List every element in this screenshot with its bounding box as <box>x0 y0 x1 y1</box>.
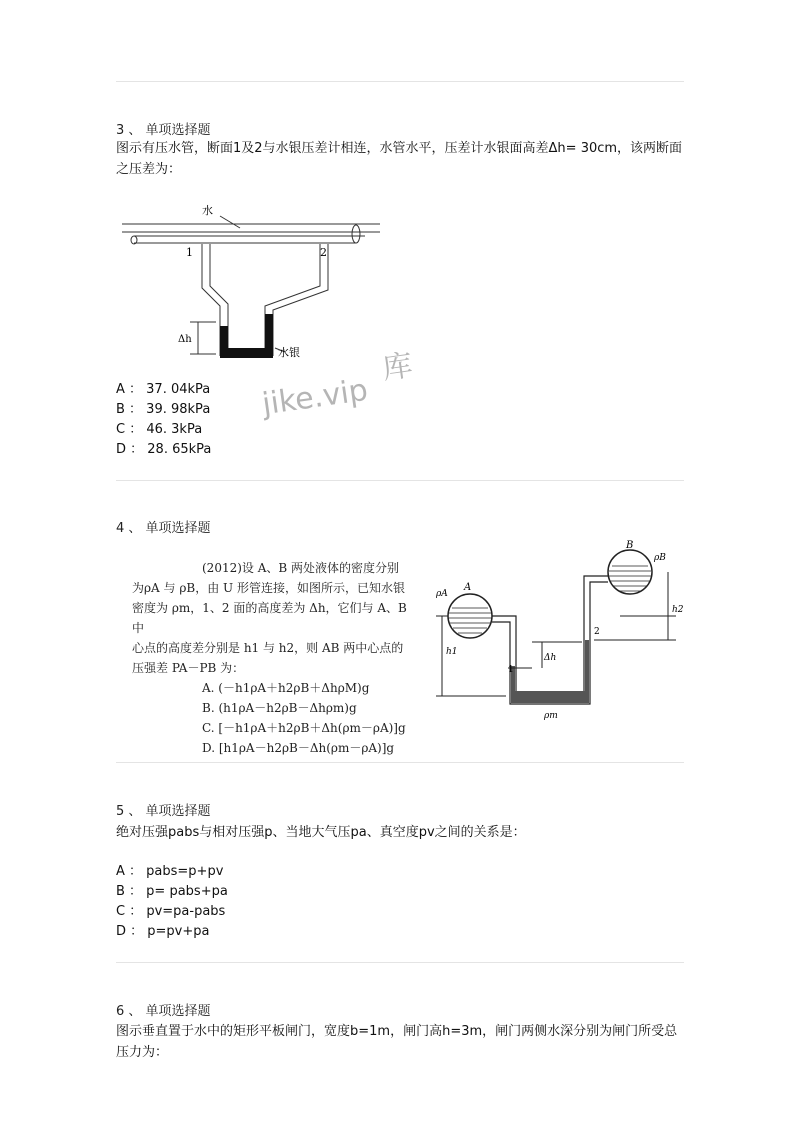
label-h1: h1 <box>446 647 458 657</box>
scan-option-b[interactable]: B. (h1ρA－h2ρB－Δhρm)g <box>202 701 357 715</box>
scan-line: 为ρA 与 ρB，由 U 形管连接，如图所示，已知水银 <box>132 581 405 595</box>
scan-line: (2012)设 A、B 两处液体的密度分别 <box>202 561 400 575</box>
question-5-options <box>116 862 228 942</box>
watermark-char: 库 <box>380 348 415 387</box>
question-6-text: 图示垂直置于水中的矩形平板闸门，宽度b=1m，闸门高h=3m，闸门两侧水深分别为闸门所受总压力为： <box>116 1024 678 1060</box>
divider <box>116 480 684 481</box>
label-A: A <box>464 582 472 593</box>
option-b[interactable]: B ： p= pabs+pa <box>116 884 228 899</box>
divider <box>116 81 684 82</box>
scan-option-d[interactable]: D. [h1ρA－h2ρB－Δh(ρm－ρA)]g <box>202 741 395 755</box>
option-b[interactable]: B ： 39. 98kPa <box>116 402 211 417</box>
option-d[interactable]: D ： 28. 65kPa <box>116 442 212 457</box>
label-dh: Δh <box>178 334 192 345</box>
label-2b: 2 <box>594 627 600 637</box>
label-1: 1 <box>186 246 193 259</box>
label-rhom: ρm <box>544 711 558 721</box>
option-d[interactable]: D ： p=pv+pa <box>116 924 210 939</box>
label-mercury: 水银 <box>278 346 300 359</box>
scan-option-c[interactable]: C. [－h1ρA＋h2ρB＋Δh(ρm－ρA)]g <box>202 721 406 735</box>
label-h2: h2 <box>672 605 684 615</box>
question-5-text: 绝对压强pabs与相对压强p、当地大气压pa、真空度pv之间的关系是： <box>116 825 526 840</box>
label-1b: 1 <box>508 665 514 675</box>
question-6-header: 6 、 单项选择题 <box>116 1004 211 1019</box>
scan-line: 压强差 PA－PB 为： <box>132 661 245 675</box>
divider <box>116 962 684 963</box>
option-a[interactable]: A ： pabs=p+pv <box>116 864 224 879</box>
question-3-options <box>116 380 211 460</box>
label-water: 水 <box>202 204 213 217</box>
label-rhoA: ρA <box>436 589 448 599</box>
divider <box>116 762 684 763</box>
question-4-header: 4 、 单项选择题 <box>116 521 211 536</box>
label-2: 2 <box>320 246 327 259</box>
option-c[interactable]: C ： 46. 3kPa <box>116 422 203 437</box>
question-4-figure <box>436 536 686 726</box>
option-c[interactable]: C ： pv=pa-pabs <box>116 904 226 919</box>
scan-line: 密度为 ρm，1、2 面的高度差为 Δh，它们与 A、B 中 <box>132 601 407 635</box>
watermark-text: jike.vip <box>260 372 371 423</box>
label-rhoB: ρB <box>654 553 666 563</box>
question-3-figure <box>120 196 390 368</box>
scan-option-a[interactable]: A. (－h1ρA＋h2ρB＋ΔhρM)g <box>202 681 370 695</box>
label-dh4: Δh <box>544 653 557 663</box>
question-3-header: 3 、 单项选择题 <box>116 123 211 138</box>
question-5-header: 5 、 单项选择题 <box>116 804 211 819</box>
scan-line: 心点的高度差分别是 h1 与 h2，则 AB 两中心点的 <box>132 641 404 655</box>
label-B: B <box>626 540 634 551</box>
question-3-text: 图示有压水管，断面1及2与水银压差计相连，水管水平，压差计水银面高差Δh= 30cm，该两断面之压差为： <box>116 141 683 177</box>
question-4-scan-text <box>132 558 422 758</box>
option-a[interactable]: A ： 37. 04kPa <box>116 382 211 397</box>
